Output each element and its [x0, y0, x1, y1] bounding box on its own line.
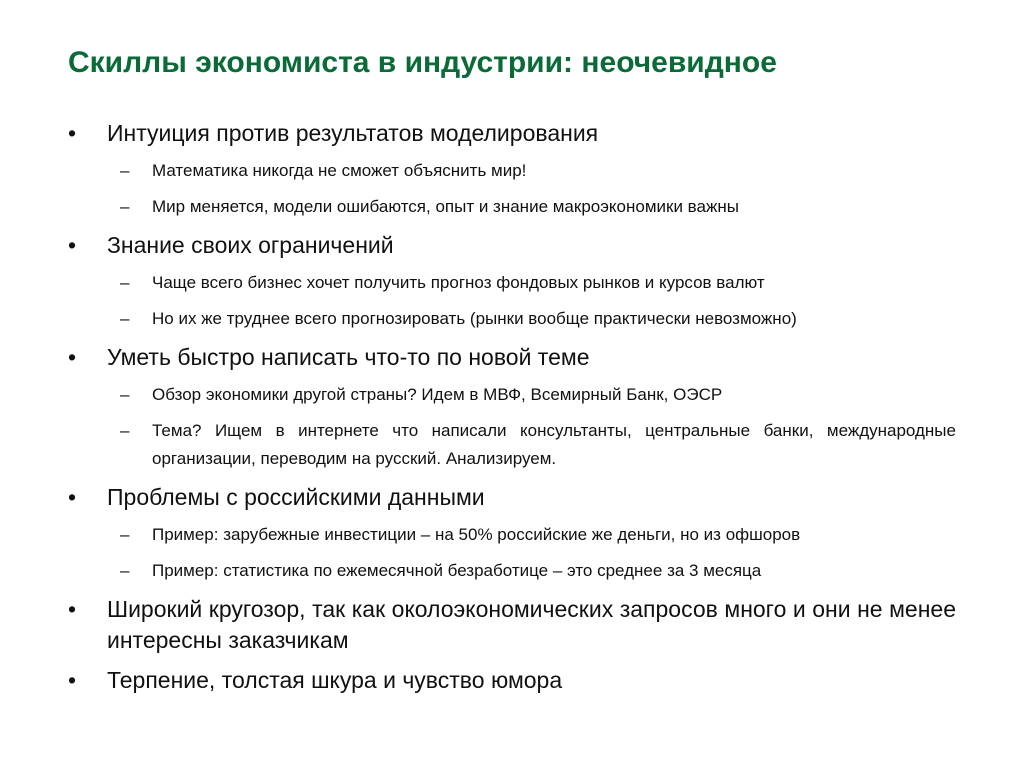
sub-bullet-item: [120, 193, 956, 221]
bullet-icon: •: [68, 484, 77, 510]
sub-bullet-text: Но их же труднее всего прогнозировать (рынки вообще практически невозможно): [152, 309, 797, 328]
bullet-icon: •: [68, 344, 77, 370]
bullet-item: [68, 118, 956, 149]
dash-icon: –: [120, 197, 130, 216]
bullet-text: Терпение, толстая шкура и чувство юмора: [107, 667, 563, 693]
bullet-text: Проблемы с российскими данными: [107, 484, 485, 510]
bullet-list: [68, 118, 956, 696]
bullet-text: Уметь быстро написать что-то по новой теме: [107, 344, 590, 370]
sub-bullet-text: Пример: зарубежные инвестиции – на 50% российские же деньги, но из офшоров: [152, 525, 801, 544]
sub-bullet-text: Мир меняется, модели ошибаются, опыт и знание макроэкономики важны: [152, 197, 739, 216]
sub-bullet-text: Чаще всего бизнес хочет получить прогноз фондовых рынков и курсов валют: [152, 273, 765, 292]
bullet-icon: •: [68, 667, 77, 693]
bullet-item: [68, 230, 956, 261]
sub-bullet-item: [120, 417, 956, 473]
bullet-icon: •: [68, 120, 77, 146]
dash-icon: –: [120, 421, 130, 440]
dash-icon: –: [120, 309, 130, 328]
slide-title: Скиллы экономиста в индустрии: неочевидное: [68, 46, 777, 79]
dash-icon: –: [120, 161, 130, 180]
bullet-text: Знание своих ограничений: [107, 232, 394, 258]
bullet-text: Интуиция против результатов моделирования: [107, 120, 599, 146]
sub-bullet-item: [120, 157, 956, 185]
bullet-item: [68, 594, 956, 656]
bullet-item: [68, 342, 956, 373]
bullet-icon: •: [68, 232, 77, 258]
dash-icon: –: [120, 273, 130, 292]
sub-bullet-text: Математика никогда не сможет объяснить мир!: [152, 161, 527, 180]
bullet-item: [68, 482, 956, 513]
sub-bullet-item: [120, 381, 956, 409]
bullet-icon: •: [68, 596, 77, 622]
sub-bullet-item: [120, 305, 956, 333]
dash-icon: –: [120, 385, 130, 404]
sub-bullet-text: Тема? Ищем в интернете что написали консультанты, центральные банки, международные организации, переводим на русский. Анализируем.: [152, 421, 956, 468]
bullet-text: Широкий кругозор, так как околоэкономических запросов много и они не менее интересны заказчикам: [107, 596, 956, 653]
dash-icon: –: [120, 525, 130, 544]
sub-bullet-text: Обзор экономики другой страны? Идем в МВФ, Всемирный Банк, ОЭСР: [152, 385, 723, 404]
sub-bullet-item: [120, 521, 956, 549]
sub-bullet-text: Пример: статистика по ежемесячной безработице – это среднее за 3 месяца: [152, 561, 762, 580]
sub-bullet-item: [120, 557, 956, 585]
dash-icon: –: [120, 561, 130, 580]
bullet-item: [68, 665, 956, 696]
sub-bullet-item: [120, 269, 956, 297]
